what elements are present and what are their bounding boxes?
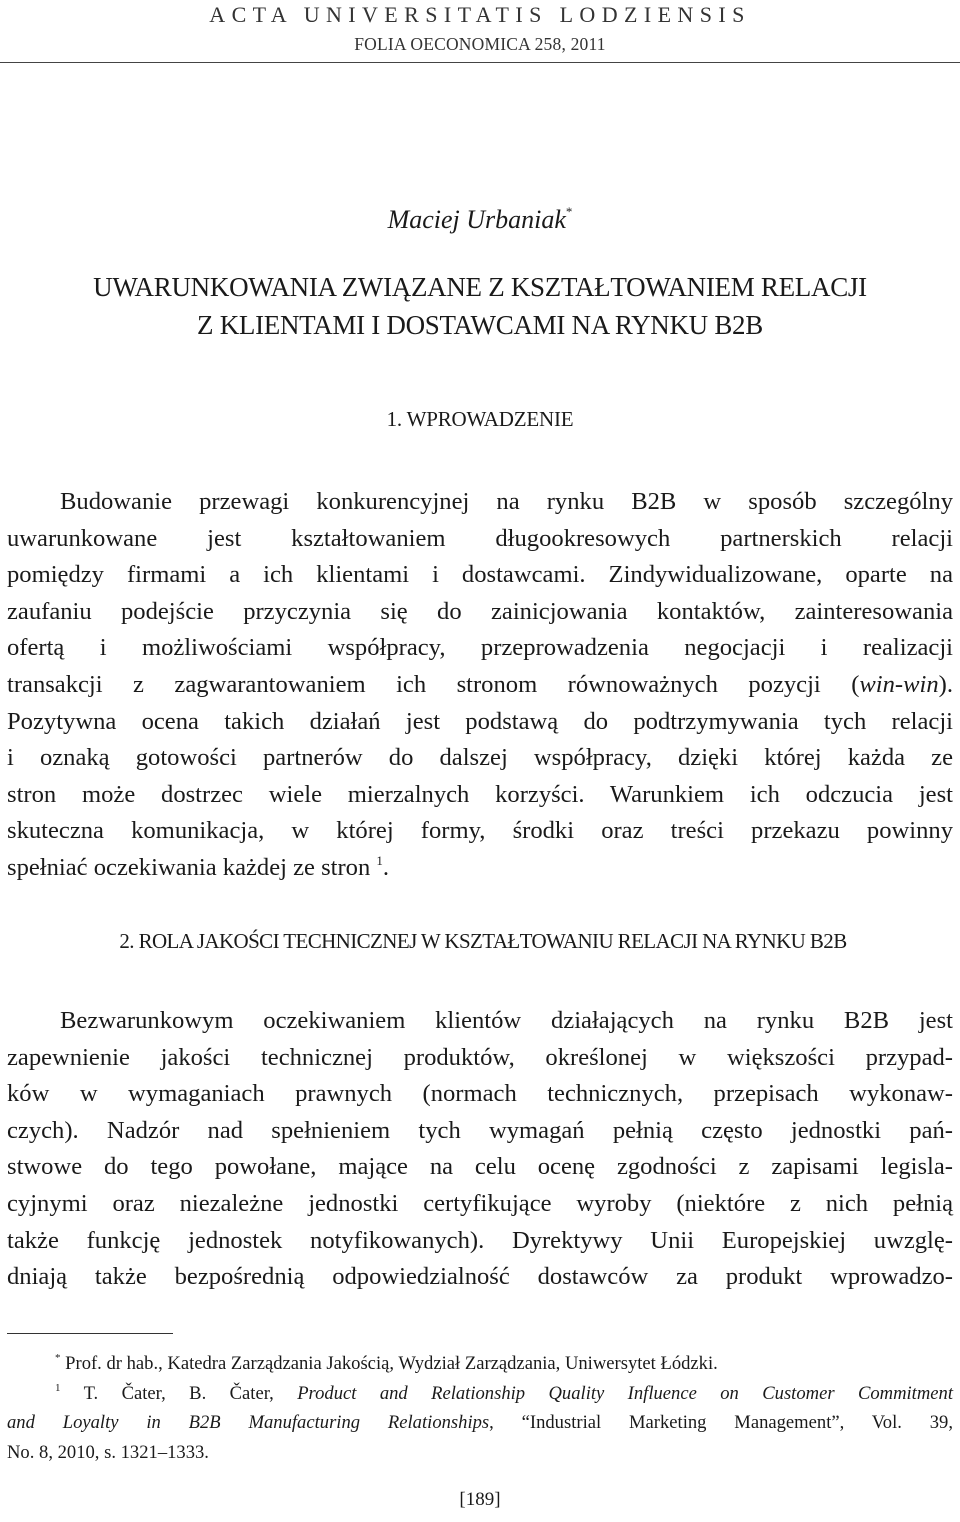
text-line: Pozytywna ocena takich działań jest podstawą do podtrzymywania tych relacji: [7, 707, 953, 735]
text-line: skuteczna komunikacja, w której formy, środki oraz treści przekazu powinny: [7, 817, 953, 845]
title-line: UWARUNKOWANIA ZWIĄZANE Z KSZTAŁTOWANIEM RELACJI: [93, 272, 867, 302]
footnote-rule: [7, 1333, 173, 1334]
journal-issue: FOLIA OECONOMICA 258, 2011: [354, 34, 606, 54]
win-win-term: win-win: [859, 670, 939, 698]
footnote-1-continued: and Loyalty in B2B Manufacturing Relationships, “Industrial Marketing Management”, Vol. 39,: [7, 1412, 954, 1434]
text-line: cyjnymi oraz niezależne jednostki certyfikujące wyroby (niektóre z nich pełnią: [7, 1189, 953, 1217]
text-line: uwarunkowane jest kształtowaniem długookresowych partnerskich relacji: [7, 524, 953, 552]
footnote-1: $^1$ T. Čater, B. Čater, Product and Relationship Quality Influence on Customer Commitment: [55, 1381, 953, 1404]
text-line: pomiędzy firmami a ich klientami i dostawcami. Zindywidualizowane, oparte na: [7, 561, 953, 589]
author-name: Maciej Urbaniak: [387, 205, 566, 234]
text-line: stron może dostrzec wiele mierzalnych korzyści. Warunkiem ich odczucia jest: [7, 780, 953, 808]
section2-paragraph: [7, 1003, 953, 1296]
text-line: Budowanie przewagi konkurencyjnej na rynku B2B w sposób szczególny: [60, 488, 953, 515]
article-author: [0, 204, 960, 235]
text-line: ków w wymaganiach prawnych (normach technicznych, przepisach wykonaw-: [7, 1080, 953, 1108]
text-line: także funkcję jednostek notyfikowanych). Dyrektywy Unii Europejskiej uwzglę-: [7, 1226, 953, 1254]
text-line: ofertą i możliwościami współpracy, przeprowadzenia negocjacji i realizacji: [7, 634, 953, 662]
text-line: transakcji z zagwarantowaniem ich stronom równoważnych pozycji (win-win).: [7, 670, 953, 698]
header-rule: [0, 62, 960, 63]
title-line: Z KLIENTAMI I DOSTAWCAMI NA RYNKU B2B: [197, 310, 763, 340]
footnote-ref-1: 1: [376, 852, 383, 868]
footnote-1-continued: No. 8, 2010, s. 1321–1333.: [7, 1441, 209, 1463]
article-title: [0, 268, 960, 344]
author-footnote-mark: *: [565, 204, 573, 219]
footnotes: [7, 1349, 953, 1467]
text-line: spełniać oczekiwania każdej ze stron $^1$.: [7, 852, 390, 881]
footnote-author: * Prof. dr hab., Katedra Zarządzania Jakością, Wydział Zarządzania, Uniwersytet Łódzki.: [55, 1352, 718, 1374]
text-line: czych). Nadzór nad spełnieniem tych wymagań pełnią często jednostki pań-: [7, 1116, 953, 1144]
section-heading-technical-quality: 2. ROLA JAKOŚCI TECHNICZNEJ W KSZTAŁTOWANIU RELACJI NA RYNKU B2B: [119, 929, 847, 953]
text-line: zapewnienie jakości technicznej produktów, określonej w większości przypad-: [7, 1043, 953, 1071]
page-number: [189]: [459, 1489, 501, 1510]
text-line: zaufaniu podejście przyczynia się do zainicjowania kontaktów, zainteresowania: [7, 597, 953, 625]
section-heading-introduction: 1. WPROWADZENIE: [386, 407, 574, 431]
text-line: i oznaką gotowości partnerów do dalszej współpracy, dzięki której każda ze: [7, 744, 953, 772]
section1-paragraph: [7, 484, 953, 887]
journal-name: ACTA UNIVERSITATIS LODZIENSIS: [209, 2, 751, 27]
text-line: dniają także bezpośrednią odpowiedzialność dostawców za produkt wprowadzo-: [7, 1263, 953, 1291]
text-line: stwowe do tego powołane, mające na celu ocenę zgodności z zapisami legisla-: [7, 1153, 953, 1181]
text-line: Bezwarunkowym oczekiwaniem klientów działających na rynku B2B jest: [60, 1007, 953, 1034]
